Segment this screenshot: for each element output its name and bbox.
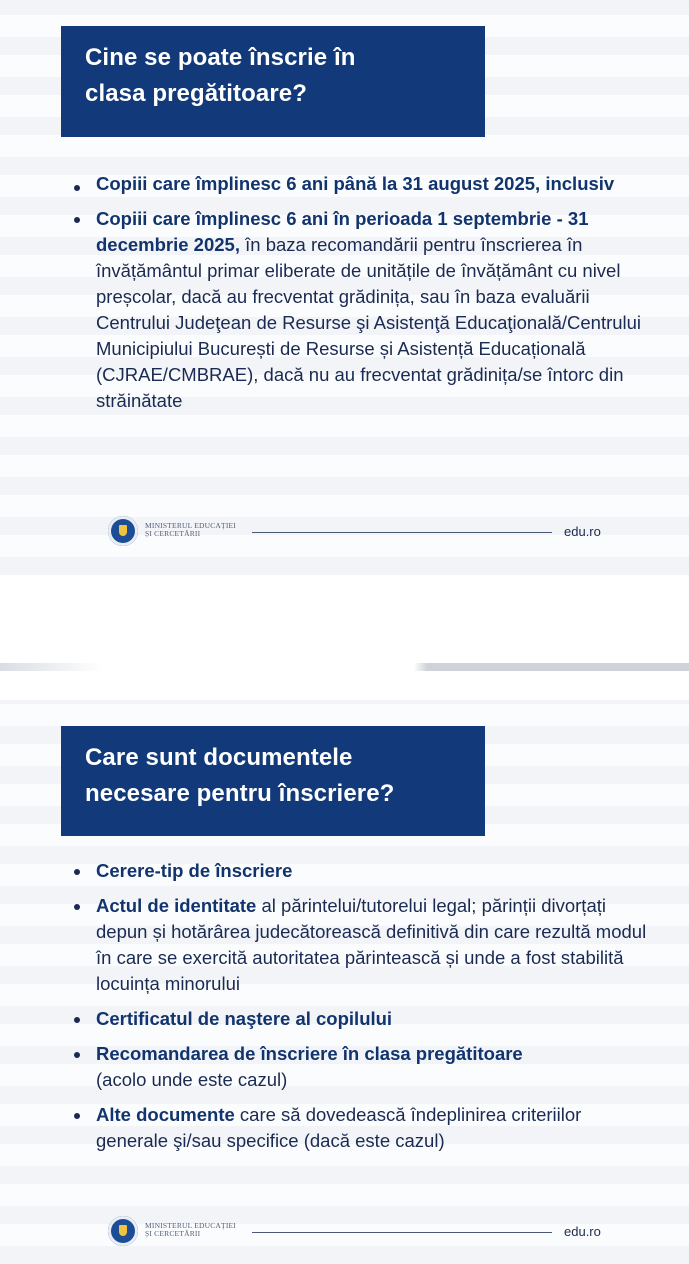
slide-required-documents — [0, 700, 689, 1264]
ministry-name-line-1: MINISTERUL EDUCAȚIEI — [145, 1221, 237, 1230]
slide-title-box — [61, 26, 485, 137]
title-line-1: Cine se poate înscrie în — [85, 44, 356, 71]
slide-title — [85, 740, 463, 812]
ministry-seal-icon — [108, 516, 138, 546]
website-link[interactable]: edu.ro — [564, 524, 601, 539]
slide-title-box — [61, 726, 485, 836]
separator-strip — [0, 663, 689, 671]
documents-list — [74, 858, 654, 1163]
list-item — [74, 1006, 654, 1032]
slide-title — [85, 40, 463, 112]
bullet-icon — [74, 869, 80, 875]
list-item-bold: Copiii care împlinesc 6 ani până la 31 august 2025, inclusiv — [96, 173, 615, 194]
bullet-icon — [74, 1017, 80, 1023]
list-item — [74, 1102, 654, 1154]
title-line-2: necesare pentru înscriere? — [85, 780, 395, 807]
footer-divider — [252, 532, 552, 533]
ministry-name-line-2: ȘI CERCETĂRII — [145, 529, 201, 538]
slide-footer — [108, 1215, 608, 1249]
eligibility-list — [74, 174, 654, 414]
bullet-icon — [74, 185, 80, 191]
list-item — [74, 1041, 654, 1093]
list-item-bold: Recomandarea de înscriere în clasa pregătitoare — [96, 1043, 523, 1064]
title-line-1: Care sunt documentele — [85, 744, 353, 771]
footer-divider — [252, 1232, 552, 1233]
list-item — [74, 206, 654, 414]
bullet-icon — [74, 904, 80, 910]
list-item — [74, 858, 654, 884]
slide-footer — [108, 515, 608, 549]
bullet-icon — [74, 1052, 80, 1058]
list-item-bold: Copiii care împlinesc 6 ani în perioada 1 septembrie - 31 decembrie 2025, — [96, 208, 589, 255]
list-item — [74, 174, 654, 194]
title-line-2: clasa pregătitoare? — [85, 80, 307, 107]
ministry-name — [145, 522, 236, 538]
list-item-text: în baza recomandării pentru înscrierea în învățământul primar eliberate de unitățile de învățământ cu nivel preșcolar, dacă au frecventat grădinița, sau în baza evaluării Centrului Judeţean de Resurse şi Asistenţă Educaţională/Centrului Municipiului București de Resurse și Asistență Educațională (CJRAE/CMBRAE), dacă nu au frecventat grădinița/se întorc din străinătate — [96, 234, 642, 411]
list-item-bold: Alte documente — [96, 1104, 235, 1125]
list-item-bold: Cerere-tip de înscriere — [96, 860, 293, 881]
ministry-name — [145, 1222, 236, 1238]
ministry-name-line-1: MINISTERUL EDUCAȚIEI — [145, 521, 237, 530]
list-item-bold: Certificatul de naştere al copilului — [96, 1008, 393, 1029]
list-item-text: al părintelui/tutorelui legal; părinții divorțați depun și hotărârea judecătorească definitivă din care rezultă modul în care se exercită autoritatea părintească și unde a fost stabilită locuința minorului — [96, 895, 647, 994]
list-item-text: care să dovedească îndeplinirea criteriilor generale şi/sau specifice (dacă este cazul) — [96, 1104, 582, 1151]
list-item — [74, 893, 654, 997]
slide-who-can-enroll — [0, 0, 689, 575]
ministry-seal-icon — [108, 1216, 138, 1246]
website-link[interactable]: edu.ro — [564, 1224, 601, 1239]
list-item-text: (acolo unde este cazul) — [96, 1069, 288, 1090]
slide-separator — [0, 575, 689, 700]
bullet-icon — [74, 1113, 80, 1119]
bullet-icon — [74, 217, 80, 223]
list-item-bold: Actul de identitate — [96, 895, 257, 916]
ministry-name-line-2: ȘI CERCETĂRII — [145, 1229, 201, 1238]
